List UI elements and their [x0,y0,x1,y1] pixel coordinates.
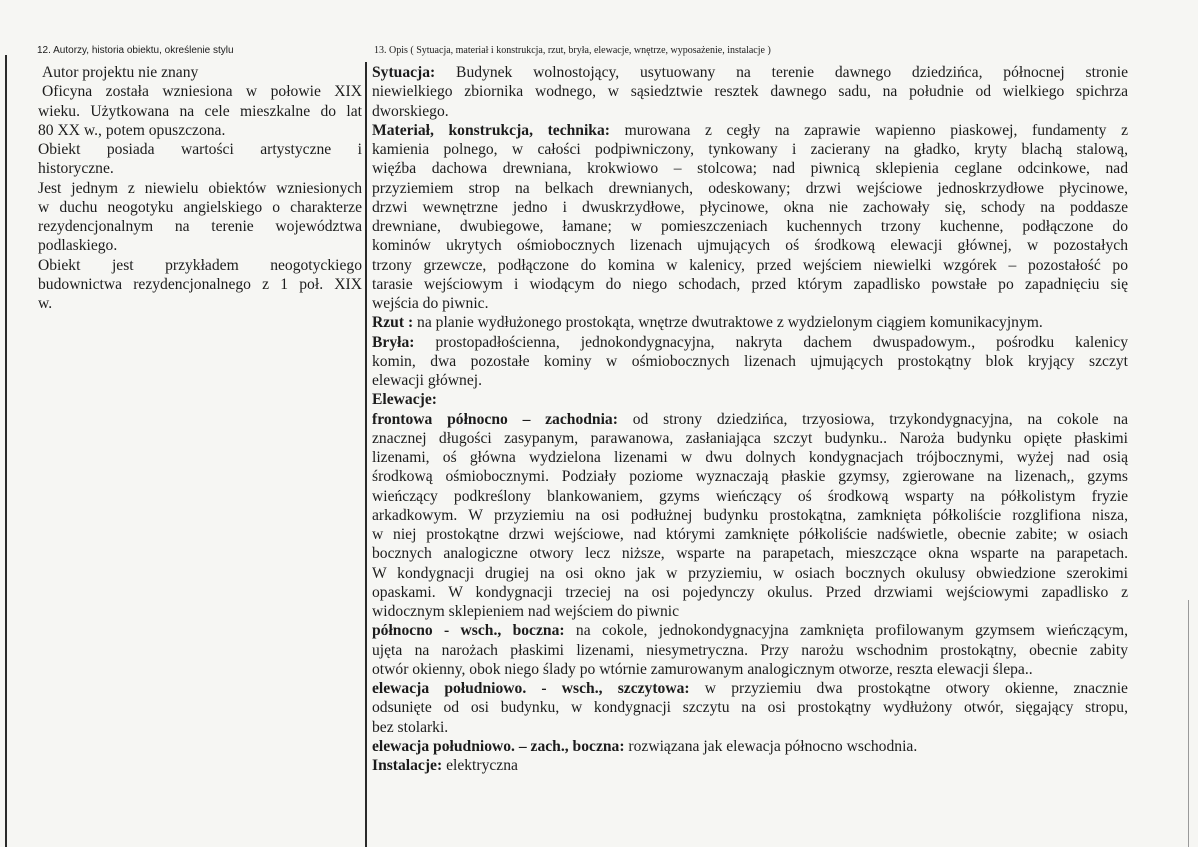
text-line [38,275,362,294]
text-line [372,467,1128,486]
line-text: murowana z cegły na zaprawie wapienno piaskowej, fundamenty z [609,121,1128,139]
text-line [372,641,1128,660]
text-line [372,179,1128,198]
line-text: Oficyna została wzniesiona w połowie XIX [42,83,362,101]
text-line [372,352,1128,371]
text-line [372,448,1128,467]
line-text: opaskami. W kondygnacji trzeciej na osi pojedynczy okulus. Przed drzwiami wejściowymi zapadlisko z [372,583,1128,601]
line-text: wejścia do piwnic. [372,295,489,312]
line-text: bocznych analogiczne otwory lecz niższe, wsparte na parapetach, mieszczące okna wsparte na parapetach. [372,545,1128,563]
line-text: prostopadłościenna, jednokondygnacyjna, nakryta dachem dwuspadowym., pośrodku kalenicy [414,333,1128,351]
history-text-column [38,63,362,313]
line-text: komin, dwa pozostałe kominy w ośmiobocznych lizenach ujmujących prostokątny blok kryjący szczyt [372,352,1128,370]
text-line [38,121,362,140]
section-label: Rzut : [372,314,414,332]
line-text: na cokole, jednokondygnacyjna zamknięta profilowanym gzymsem wieńczącym, [564,622,1128,640]
line-text: w niej prostokątne drzwi wejściowe, nad którymi zamknięte półkoliście nadświetle, obecnie zabite; w osiach [372,526,1128,543]
line-text: elektryczna [442,757,518,774]
section-label: frontowa północno – zachodnia: [372,410,618,428]
page-left-border [5,55,7,847]
text-line [38,159,362,178]
line-text: kominów ukrytych ośmiobocznych lizenach ujmujących oś środkową elewacji głównej, w pozostałych [372,237,1128,255]
section-label: Elewacje: [372,391,437,409]
section-label: Bryła: [372,333,415,351]
text-line [372,390,1128,409]
line-text: odsunięte od osi budynku, w kondygnacji szczytu na osi prostokątny wydłużony otwór, sięgający stropu, [372,699,1128,717]
text-line [372,583,1128,602]
line-text: trzony grzewcze, podłączone do komina w kalenicy, przed wejściem niewielki wzgórek – pozostałość po [372,256,1128,274]
text-line [38,140,362,159]
line-text: od strony dziedzińca, trzyosiowa, trzykondygnacyjna, na cokole na [617,410,1128,428]
section-13-header: 13. Opis ( Sytuacja, materiał i konstrukcja, rzut, bryła, elewacje, wnętrze, wyposażenie, instalacje ) [374,45,771,56]
text-line [372,63,1128,82]
text-line [372,756,1128,775]
text-line [372,564,1128,583]
section-label: Sytuacja: [372,64,436,81]
line-text: przyziemiem strop na belkach drewnianych, odeskowany; drzwi wejściowe jednoskrzydłowe płycinowe, [372,179,1128,197]
line-text: 80 XX w., potem opuszczona. [38,121,226,139]
line-text: znacznej długości zasypanym, parawanowa, zasłaniająca szczyt budynku.. Naroża budynku opięte płaskimi [372,429,1128,447]
text-line [372,121,1128,140]
text-line [372,140,1128,159]
line-text: otwór okienny, obok niego ślady po wtórnie zamurowanym analogicznym otworze, reszta elewacji ślepa.. [372,660,1033,678]
text-line [38,179,362,198]
section-label: północno - wsch., boczna: [372,622,565,640]
line-text: Obiekt posiada wartości artystyczne i [38,141,362,158]
text-line [372,198,1128,217]
page-right-edge [1188,600,1189,847]
line-text: W kondygnacji drugiej na osi okno jak w przyziemiu, w osiach bocznych okulusy obwiedzione szerokimi [372,564,1128,582]
line-text: ujęta na narożach płaskimi lizenami, niesymetryczna. Przy narożu wschodnim prostokątny, obecnie zabity [372,641,1128,659]
line-text: tarasie wejściowym i wiodącym do niego schodach, przed którym zapadlisko powstałe po zapadnięciu się [372,275,1128,293]
text-line [38,217,362,236]
line-text: lizenami, oś główna wydzielona lizenami w dwu dolnych kondygnacjach trójbocznymi, wyżej nad osią [372,449,1128,466]
text-line [38,256,362,275]
line-text: w przyziemiu dwa prostokątne otwory okienne, znacznie [689,680,1128,697]
text-line [372,236,1128,255]
line-text: widocznym sklepieniem nad wejściem do piwnic [372,603,680,620]
text-line [372,217,1128,236]
description-text-column [372,63,1128,775]
section-label: elewacja południowo. – zach., boczna: [372,737,625,755]
text-line [372,737,1128,756]
line-text: więźba dachowa drewniana, krokwiowo – stolcowa; nad piwnicą sklepienia ceglane odcinkowe, nad [372,160,1128,178]
text-line [38,82,362,101]
text-line [372,487,1128,506]
text-line [372,410,1128,429]
line-text: niewielkiego zbiornika wodnego, w sąsiedztwie resztek dawnego sadu, na południe od wielkiego spichrza [372,83,1128,101]
line-text: na planie wydłużonego prostokąta, wnętrze dwutraktowe z wydzielonym ciągiem komunikacyjnym. [413,314,1043,332]
line-text: wieńczący podkreślony blankowaniem, gzyms wieńczący oś środkową wsparty na półkolistym fryzie [372,487,1128,505]
text-line [372,621,1128,640]
line-text: podlaskiego. [38,237,118,255]
text-line [372,275,1128,294]
line-text: drewniane, dwubiegowe, łamane; w pomieszczeniach kuchennych trzony kuchenne, podłączone do [372,218,1128,235]
text-line [372,525,1128,544]
text-line [38,236,362,255]
line-text: dworskiego. [372,102,449,120]
text-line [372,718,1128,737]
line-text: rozwiązana jak elewacja północno wschodnia. [624,737,918,755]
line-text: kamienia polnego, w całości podpiwniczony, tynkowany i zacierany na gładko, kryty blachą stalową, [372,141,1128,158]
line-text: Autor projektu nie znany [42,64,199,81]
text-line [38,294,362,313]
text-line [38,198,362,217]
text-line [372,294,1128,313]
line-text: drzwi wewnętrzne jedno i dwuskrzydłowe, płycinowe, okna nie zachowały się, schody na poddasze [372,198,1128,216]
text-line [372,544,1128,563]
text-line [372,602,1128,621]
text-line [372,159,1128,178]
text-line [372,679,1128,698]
text-line [372,506,1128,525]
line-text: środkową ośmiobocznymi. Podziały poziome wyznaczają płaskie gzymsy, zgierowane na lizenach,, gzyms [372,468,1128,486]
text-line [372,333,1128,352]
line-text: arkadkowym. W przyziemiu na osi podłużnej budynku prostokątna, zamknięta półkoliście rozglifiona nisza, [372,506,1128,524]
section-12-header: 12. Autorzy, historia obiektu, określenie stylu [37,45,234,56]
section-label: elewacja południowo. - wsch., szczytowa: [372,680,690,697]
text-line [38,63,362,82]
section-label: Materiał, konstrukcja, technika: [372,121,610,139]
text-line [372,102,1128,121]
line-text: bez stolarki. [372,718,449,736]
line-text: budownictwa rezydencjonalnego z 1 poł. XIX [38,275,362,293]
column-divider [365,62,367,847]
line-text: w. [38,295,53,312]
text-line [372,698,1128,717]
line-text: Jest jednym z niewielu obiektów wzniesionych [38,179,362,197]
line-text: Obiekt jest przykładem neogotyckiego [38,256,362,274]
line-text: historyczne. [38,160,114,178]
text-line [372,371,1128,390]
text-line [372,429,1128,448]
section-label: Instalacje: [372,757,443,774]
text-line [372,256,1128,275]
line-text: wieku. Użytkowana na cele mieszkalne do lat [38,102,362,120]
text-line [372,313,1128,332]
line-text: w duchu neogotyku angielskiego o charakterze [38,198,362,216]
line-text: Budynek wolnostojący, usytuowany na terenie dawnego dziedzińca, północnej stronie [435,64,1128,81]
line-text: elewacji głównej. [372,372,482,389]
line-text: rezydencjonalnym na terenie województwa [38,218,362,235]
text-line [372,82,1128,101]
text-line [38,102,362,121]
text-line [372,660,1128,679]
